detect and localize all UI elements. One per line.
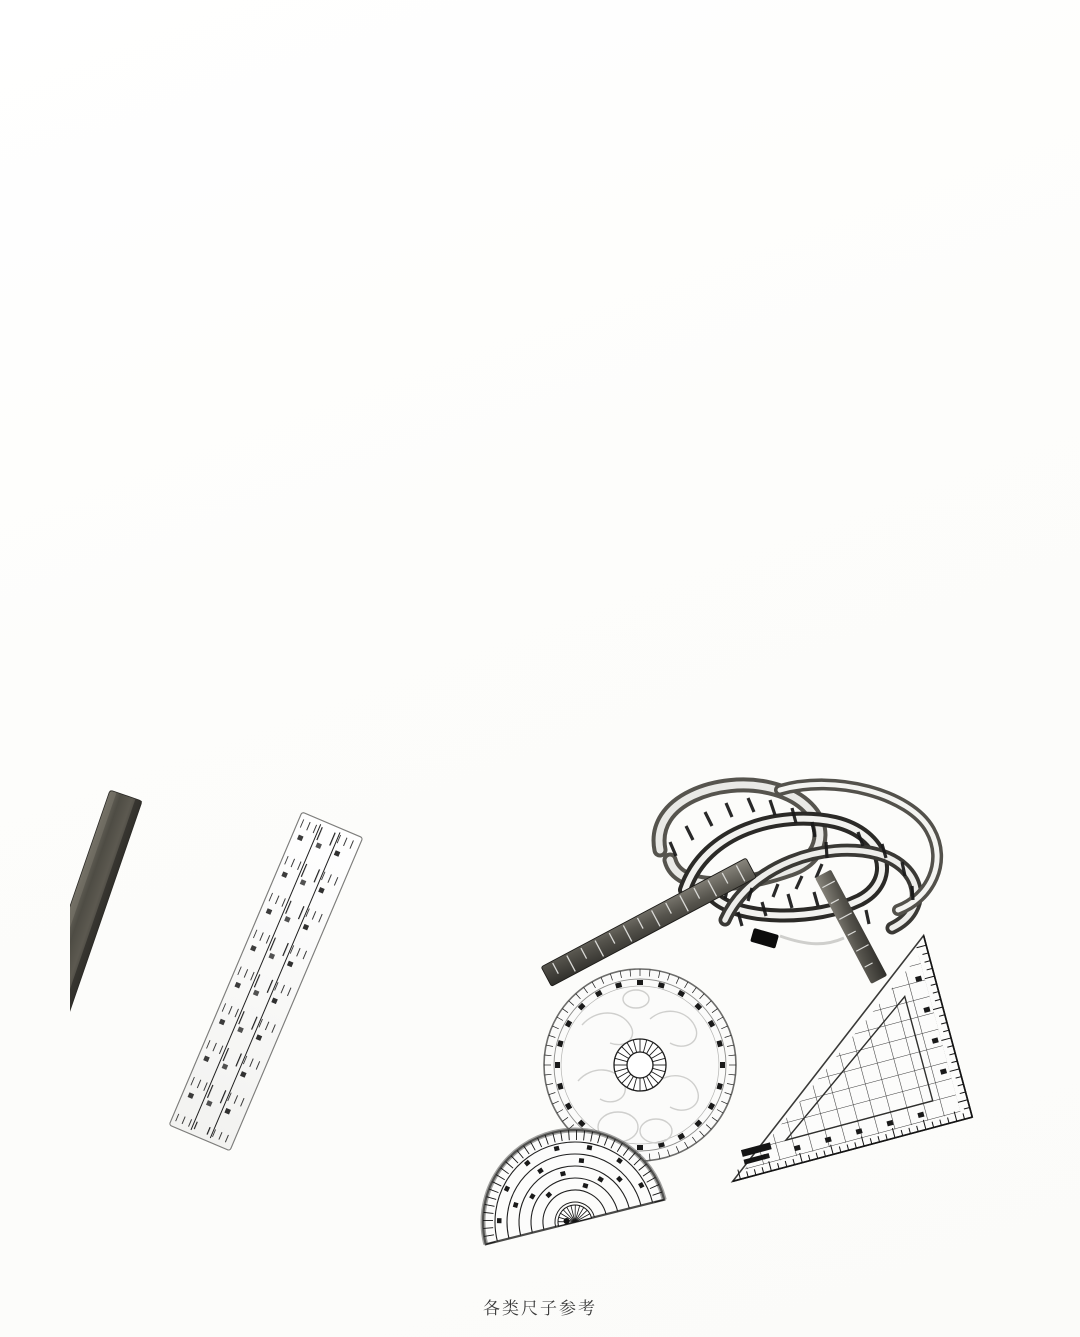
- scale-ruler-object: [169, 812, 363, 1151]
- protractor-center-rosette: [614, 1039, 666, 1091]
- tape-end-clip: [750, 928, 779, 949]
- wooden-ruler-object: [70, 790, 142, 1208]
- rulers-illustration: [70, 770, 1010, 1270]
- figure-caption: 各类尺子参考: [483, 1299, 597, 1319]
- tape-measure-object: [659, 784, 937, 948]
- reference-photo: [70, 770, 1010, 1270]
